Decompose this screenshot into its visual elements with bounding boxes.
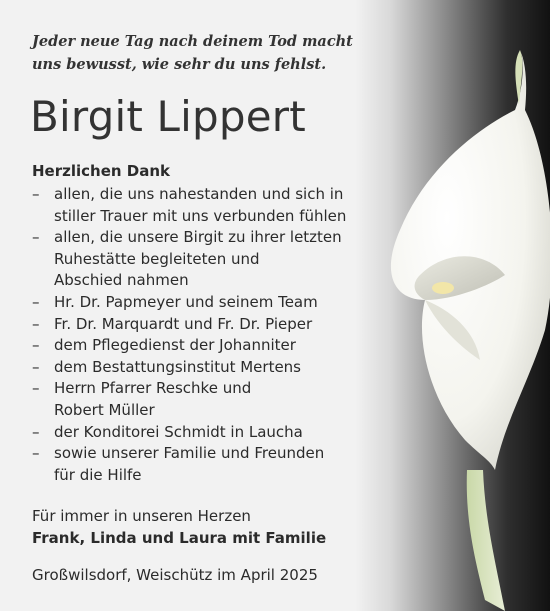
list-item: [32, 357, 392, 379]
place-date: Großwilsdorf, Weischütz im April 2025: [32, 566, 318, 584]
dash-marker: –: [32, 357, 40, 376]
list-item: [32, 443, 392, 486]
list-item: [32, 378, 392, 421]
list-item: [32, 422, 392, 444]
list-item-line: dem Bestattungsinstitut Mertens: [54, 357, 301, 376]
dash-marker: –: [32, 292, 40, 311]
dash-marker: –: [32, 422, 40, 441]
list-item: [32, 335, 392, 357]
deceased-name: Birgit Lippert: [30, 92, 306, 141]
list-item-line: Fr. Dr. Marquardt und Fr. Dr. Pieper: [54, 314, 313, 333]
list-item: [32, 314, 392, 336]
memorial-quote: [32, 30, 362, 76]
list-item-line: allen, die uns nahestanden und sich in: [54, 185, 344, 203]
dash-marker: –: [32, 379, 40, 398]
list-item-line: allen, die unsere Birgit zu ihrer letzten: [54, 228, 342, 247]
list-item-line: Hr. Dr. Papmeyer und seinem Team: [54, 292, 318, 311]
quote-line: uns bewusst, wie sehr du uns fehlst.: [32, 56, 327, 73]
list-item-line: für die Hilfe: [54, 465, 142, 484]
mourners-names: Frank, Linda und Laura mit Familie: [32, 529, 327, 547]
list-item-line: Herrn Pfarrer Reschke und: [54, 379, 252, 398]
closing-line: Für immer in unseren Herzen: [32, 507, 251, 525]
list-item-line: dem Pflegedienst der Johanniter: [54, 336, 296, 355]
list-item-line: Abschied nahmen: [54, 271, 189, 290]
list-item-line: Robert Müller: [54, 400, 155, 419]
list-item-line: stiller Trauer mit uns verbunden fühlen: [54, 206, 347, 225]
dash-marker: –: [32, 444, 40, 463]
thanks-list: [32, 184, 392, 486]
list-item: [32, 227, 392, 292]
thanks-heading: Herzlichen Dank: [32, 162, 171, 180]
dash-marker: –: [32, 314, 40, 333]
dash-marker: –: [32, 336, 40, 355]
list-item: [32, 292, 392, 314]
closing-dedication: [32, 505, 326, 549]
quote-line: Jeder neue Tag nach deinem Tod macht: [32, 33, 353, 50]
dash-marker: –: [32, 185, 40, 203]
list-item-line: sowie unserer Familie und Freunden: [54, 444, 325, 463]
list-item: [32, 184, 392, 227]
list-item-line: Ruhestätte begleiteten und: [54, 249, 260, 268]
list-item-line: der Konditorei Schmidt in Laucha: [54, 422, 303, 441]
dash-marker: –: [32, 228, 40, 247]
